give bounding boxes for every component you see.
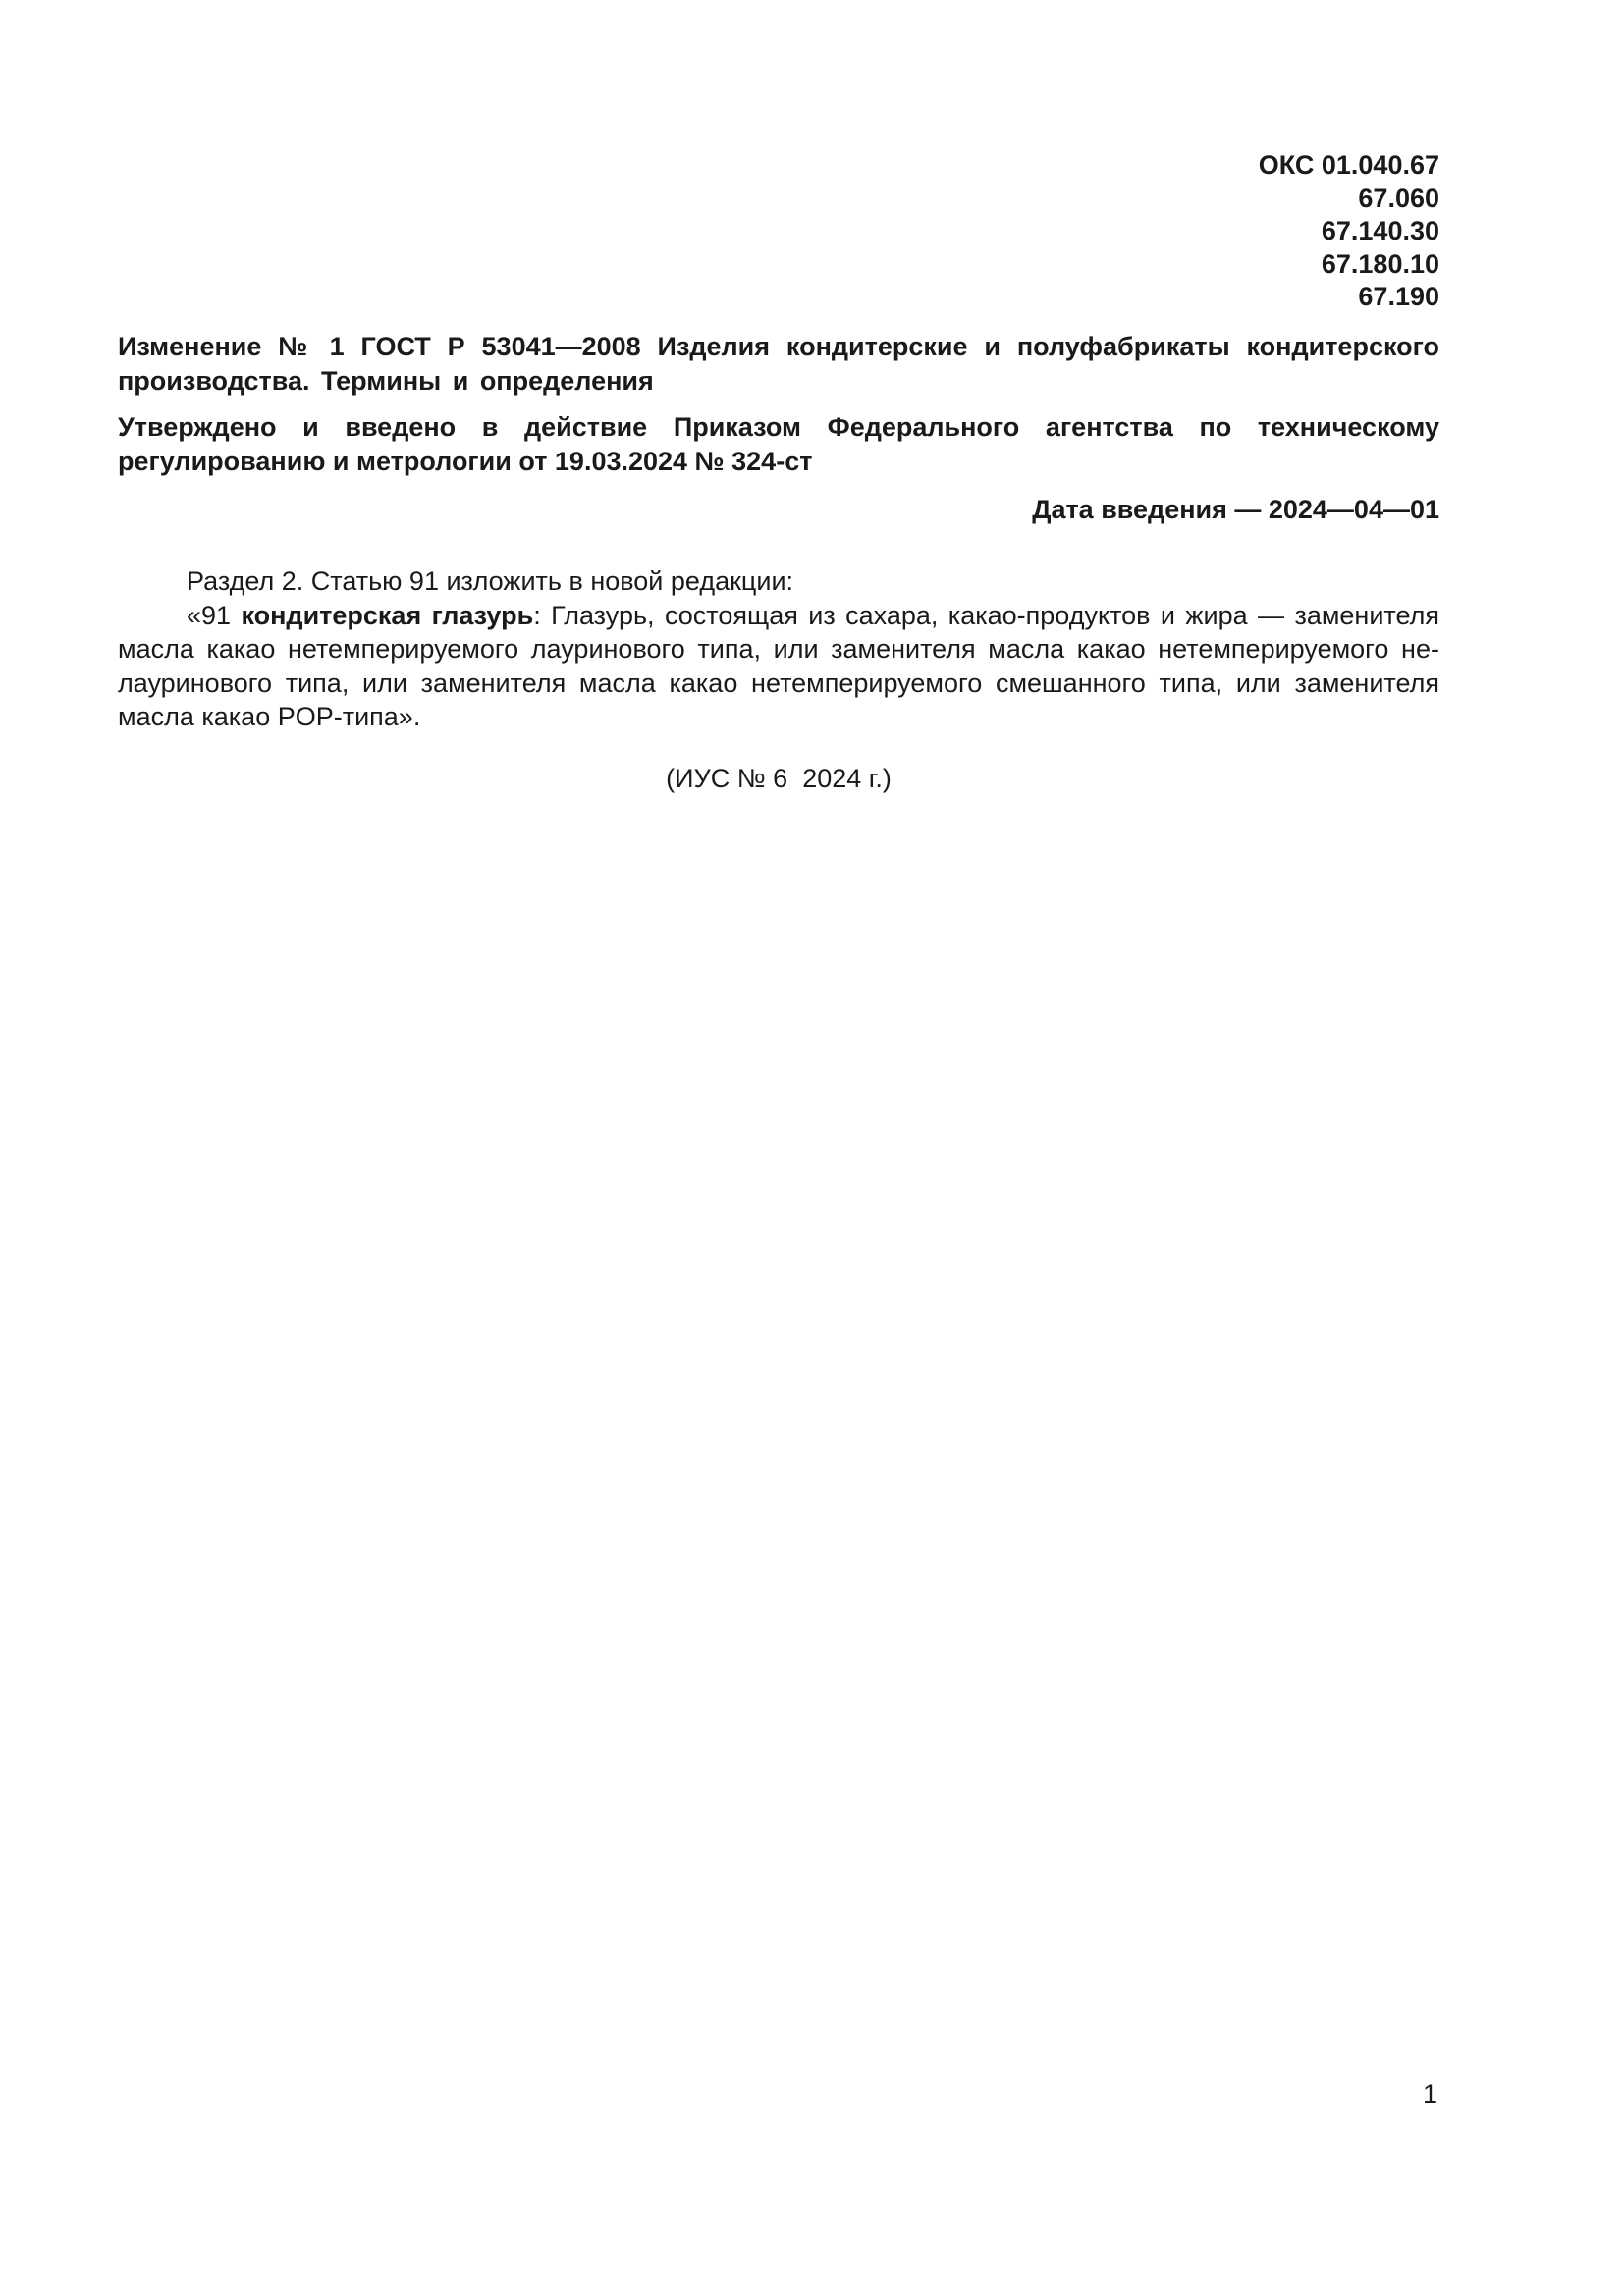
oks-code: 67.140.30 [1321, 216, 1439, 245]
approval-statement: Утверждено и введено в действие Приказом Федерального агентства по техническому регулированию и метрологии от 19.03.2024 № 324-ст [118, 412, 1439, 476]
oks-code: 67.190 [1358, 282, 1439, 311]
oks-code: 67.180.10 [1321, 248, 1439, 279]
amendment-body [118, 564, 1439, 734]
term-name: кондитерская глазурь [241, 600, 534, 630]
oks-code: ОКС 01.040.67 [1258, 150, 1439, 180]
oks-code: 67.060 [1358, 183, 1439, 213]
ius-reference: (ИУС № 6 2024 г.) [666, 764, 892, 793]
oks-codes [1259, 149, 1439, 314]
page-number: 1 [1422, 2079, 1437, 2109]
effective-date: Дата введения — 2024—04—01 [1032, 495, 1439, 524]
section-instruction: Раздел 2. Статью 91 изложить в новой редакции: [187, 566, 794, 596]
article-91 [118, 599, 1439, 734]
term-definition: : Глазурь, состоящая из сахара, какао-продуктов и жира — заменителя масла какао нетемперируемого лауринового типа, или заменителя масла какао нетемперируемого нелауринового типа, или заменителя масла какао нетемперируемого смешанного типа, или заменителя масла какао POP-типа». [118, 600, 1439, 731]
document-title: Изменение № 1 ГОСТ Р 53041—2008 Изделия кондитерские и полуфабрикаты кондитерского производства. Термины и определения [118, 332, 1439, 396]
article-prefix: «91 [187, 600, 242, 630]
